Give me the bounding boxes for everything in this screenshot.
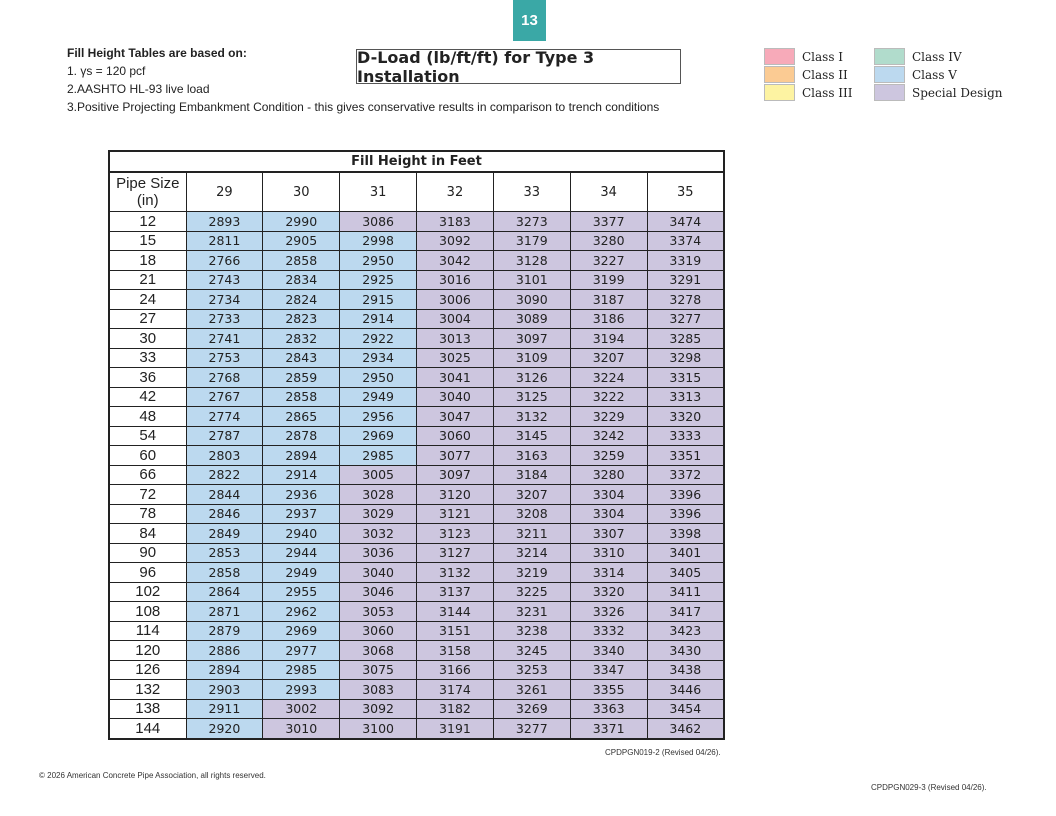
notes-heading: Fill Height Tables are based on: <box>67 46 247 60</box>
d-load-cell: 2914 <box>340 309 417 329</box>
d-load-cell: 3046 <box>340 582 417 602</box>
note-line: 1. γs = 120 pcf <box>67 64 146 78</box>
d-load-cell: 3310 <box>570 543 647 563</box>
d-load-cell: 3374 <box>647 231 724 251</box>
d-load-cell: 2993 <box>263 680 340 700</box>
d-load-cell: 3224 <box>570 368 647 388</box>
d-load-cell: 3182 <box>417 699 494 719</box>
pipe-size-cell: 18 <box>109 251 186 271</box>
d-load-cell: 3109 <box>493 348 570 368</box>
d-load-cell: 3086 <box>340 212 417 232</box>
d-load-cell: 2858 <box>263 251 340 271</box>
table-row <box>109 387 724 407</box>
d-load-cell: 3225 <box>493 582 570 602</box>
fill-height-column-header: 33 <box>493 172 570 212</box>
d-load-cell: 3315 <box>647 368 724 388</box>
d-load-cell: 2768 <box>186 368 263 388</box>
legend-swatch <box>874 84 905 101</box>
d-load-cell: 3238 <box>493 621 570 641</box>
d-load-cell: 2950 <box>340 251 417 271</box>
d-load-cell: 3128 <box>493 251 570 271</box>
table-row <box>109 699 724 719</box>
d-load-cell: 3273 <box>493 212 570 232</box>
table-row <box>109 660 724 680</box>
d-load-cell: 3423 <box>647 621 724 641</box>
table-row <box>109 485 724 505</box>
d-load-cell: 2915 <box>340 290 417 310</box>
d-load-cell: 3092 <box>417 231 494 251</box>
d-load-cell: 3126 <box>493 368 570 388</box>
d-load-cell: 3191 <box>417 719 494 739</box>
d-load-cell: 3326 <box>570 602 647 622</box>
d-load-cell: 2925 <box>340 270 417 290</box>
d-load-cell: 3005 <box>340 465 417 485</box>
pipe-size-cell: 108 <box>109 602 186 622</box>
d-load-cell: 3313 <box>647 387 724 407</box>
legend-label: Class I <box>802 50 844 64</box>
legend-swatch <box>764 84 795 101</box>
d-load-cell: 3242 <box>570 426 647 446</box>
d-load-cell: 3100 <box>340 719 417 739</box>
fill-height-column-header: 35 <box>647 172 724 212</box>
table-row <box>109 563 724 583</box>
d-load-cell: 3277 <box>647 309 724 329</box>
d-load-cell: 3227 <box>570 251 647 271</box>
d-load-cell: 3060 <box>417 426 494 446</box>
fill-height-header: Fill Height in Feet <box>109 151 724 172</box>
table-row <box>109 602 724 622</box>
d-load-cell: 3462 <box>647 719 724 739</box>
d-load-cell: 3029 <box>340 504 417 524</box>
d-load-cell: 3222 <box>570 387 647 407</box>
d-load-cell: 2955 <box>263 582 340 602</box>
fill-height-column-header: 34 <box>570 172 647 212</box>
d-load-cell: 3120 <box>417 485 494 505</box>
d-load-cell: 3179 <box>493 231 570 251</box>
d-load-cell: 3121 <box>417 504 494 524</box>
d-load-cell: 3277 <box>493 719 570 739</box>
d-load-cell: 3090 <box>493 290 570 310</box>
d-load-cell: 2871 <box>186 602 263 622</box>
pipe-size-cell: 66 <box>109 465 186 485</box>
pipe-size-cell: 78 <box>109 504 186 524</box>
d-load-cell: 3396 <box>647 485 724 505</box>
d-load-cell: 3174 <box>417 680 494 700</box>
d-load-cell: 3186 <box>570 309 647 329</box>
table-row <box>109 309 724 329</box>
d-load-cell: 2766 <box>186 251 263 271</box>
d-load-cell: 2846 <box>186 504 263 524</box>
table-title: D-Load (lb/ft/ft) for Type 3 Installation <box>356 49 681 84</box>
d-load-cell: 3396 <box>647 504 724 524</box>
d-load-cell: 3028 <box>340 485 417 505</box>
d-load-cell: 3430 <box>647 641 724 661</box>
d-load-cell: 3151 <box>417 621 494 641</box>
table-row <box>109 348 724 368</box>
note-line: 3.Positive Projecting Embankment Condition - this gives conservative results in comparison to trench conditions <box>67 100 660 114</box>
d-load-cell: 3314 <box>570 563 647 583</box>
d-load-cell: 3060 <box>340 621 417 641</box>
pipe-size-cell: 33 <box>109 348 186 368</box>
d-load-cell: 3199 <box>570 270 647 290</box>
d-load-cell: 2893 <box>186 212 263 232</box>
d-load-cell: 3040 <box>340 563 417 583</box>
d-load-cell: 2937 <box>263 504 340 524</box>
pipe-size-cell: 84 <box>109 524 186 544</box>
d-load-cell: 3083 <box>340 680 417 700</box>
d-load-cell: 3363 <box>570 699 647 719</box>
fill-height-column-header: 30 <box>263 172 340 212</box>
table-row <box>109 504 724 524</box>
d-load-cell: 3013 <box>417 329 494 349</box>
d-load-cell: 3145 <box>493 426 570 446</box>
class-legend <box>764 48 1003 102</box>
d-load-cell: 2741 <box>186 329 263 349</box>
d-load-cell: 3304 <box>570 485 647 505</box>
d-load-cell: 3245 <box>493 641 570 661</box>
legend-label: Special Design <box>912 86 1003 100</box>
d-load-cell: 3259 <box>570 446 647 466</box>
pipe-size-cell: 60 <box>109 446 186 466</box>
page-reference: CPDPGN029-3 (Revised 04/26). <box>871 783 987 792</box>
d-load-cell: 3137 <box>417 582 494 602</box>
table-row <box>109 407 724 427</box>
d-load-cell: 2949 <box>263 563 340 583</box>
d-load-cell: 2767 <box>186 387 263 407</box>
pipe-size-cell: 138 <box>109 699 186 719</box>
pipe-size-header: Pipe Size (in) <box>109 172 186 212</box>
d-load-cell: 3319 <box>647 251 724 271</box>
table-row <box>109 251 724 271</box>
d-load-cell: 2990 <box>263 212 340 232</box>
d-load-cell: 3214 <box>493 543 570 563</box>
d-load-table <box>108 150 725 740</box>
table-row <box>109 524 724 544</box>
d-load-cell: 2914 <box>263 465 340 485</box>
pipe-size-cell: 90 <box>109 543 186 563</box>
fill-height-column-header: 31 <box>340 172 417 212</box>
d-load-cell: 3127 <box>417 543 494 563</box>
d-load-cell: 3132 <box>417 563 494 583</box>
legend-swatch <box>764 66 795 83</box>
pipe-size-cell: 48 <box>109 407 186 427</box>
pipe-size-cell: 24 <box>109 290 186 310</box>
table-row <box>109 680 724 700</box>
note-line: 2.AASHTO HL-93 live load <box>67 82 210 96</box>
d-load-cell: 2934 <box>340 348 417 368</box>
d-load-cell: 2920 <box>186 719 263 739</box>
d-load-cell: 3320 <box>570 582 647 602</box>
d-load-cell: 3144 <box>417 602 494 622</box>
pipe-size-cell: 12 <box>109 212 186 232</box>
d-load-cell: 3371 <box>570 719 647 739</box>
d-load-cell: 3211 <box>493 524 570 544</box>
d-load-cell: 3163 <box>493 446 570 466</box>
d-load-cell: 3372 <box>647 465 724 485</box>
d-load-cell: 3332 <box>570 621 647 641</box>
d-load-cell: 3207 <box>570 348 647 368</box>
d-load-cell: 3002 <box>263 699 340 719</box>
fill-height-column-header: 29 <box>186 172 263 212</box>
d-load-cell: 3333 <box>647 426 724 446</box>
pipe-size-cell: 15 <box>109 231 186 251</box>
fill-height-column-header: 32 <box>417 172 494 212</box>
d-load-cell: 3077 <box>417 446 494 466</box>
table-reference: CPDPGN019-2 (Revised 04/26). <box>605 748 721 757</box>
d-load-cell: 2822 <box>186 465 263 485</box>
d-load-cell: 3405 <box>647 563 724 583</box>
pipe-size-cell: 96 <box>109 563 186 583</box>
d-load-cell: 2940 <box>263 524 340 544</box>
d-load-cell: 3097 <box>417 465 494 485</box>
pipe-size-cell: 102 <box>109 582 186 602</box>
legend-label: Class V <box>912 68 957 82</box>
d-load-cell: 3042 <box>417 251 494 271</box>
table-row <box>109 582 724 602</box>
d-load-cell: 2949 <box>340 387 417 407</box>
d-load-cell: 3261 <box>493 680 570 700</box>
d-load-cell: 3092 <box>340 699 417 719</box>
d-load-cell: 2911 <box>186 699 263 719</box>
d-load-cell: 3047 <box>417 407 494 427</box>
d-load-cell: 3401 <box>647 543 724 563</box>
d-load-cell: 2787 <box>186 426 263 446</box>
d-load-cell: 3278 <box>647 290 724 310</box>
d-load-cell: 2811 <box>186 231 263 251</box>
d-load-cell: 3454 <box>647 699 724 719</box>
d-load-cell: 3285 <box>647 329 724 349</box>
d-load-cell: 2894 <box>186 660 263 680</box>
legend-swatch <box>874 66 905 83</box>
d-load-cell: 2886 <box>186 641 263 661</box>
d-load-cell: 3025 <box>417 348 494 368</box>
table-row <box>109 446 724 466</box>
d-load-cell: 2743 <box>186 270 263 290</box>
d-load-cell: 2832 <box>263 329 340 349</box>
d-load-cell: 3446 <box>647 680 724 700</box>
d-load-cell: 2944 <box>263 543 340 563</box>
pipe-size-cell: 114 <box>109 621 186 641</box>
d-load-cell: 3101 <box>493 270 570 290</box>
d-load-cell: 3377 <box>570 212 647 232</box>
table-row <box>109 329 724 349</box>
pipe-size-cell: 132 <box>109 680 186 700</box>
d-load-cell: 2865 <box>263 407 340 427</box>
pipe-size-cell: 126 <box>109 660 186 680</box>
legend-label: Class II <box>802 68 848 82</box>
pipe-size-cell: 27 <box>109 309 186 329</box>
d-load-cell: 3184 <box>493 465 570 485</box>
table-row <box>109 290 724 310</box>
d-load-cell: 3089 <box>493 309 570 329</box>
table-row <box>109 719 724 739</box>
table-row <box>109 621 724 641</box>
d-load-cell: 3340 <box>570 641 647 661</box>
table-row <box>109 641 724 661</box>
legend-label: Class III <box>802 86 853 100</box>
d-load-cell: 2985 <box>263 660 340 680</box>
d-load-cell: 2950 <box>340 368 417 388</box>
d-load-cell: 3438 <box>647 660 724 680</box>
d-load-cell: 2858 <box>263 387 340 407</box>
d-load-cell: 2879 <box>186 621 263 641</box>
d-load-cell: 3304 <box>570 504 647 524</box>
d-load-cell: 3208 <box>493 504 570 524</box>
d-load-cell: 2753 <box>186 348 263 368</box>
table-row <box>109 231 724 251</box>
d-load-cell: 2894 <box>263 446 340 466</box>
table-row <box>109 426 724 446</box>
pipe-size-cell: 144 <box>109 719 186 739</box>
d-load-cell: 3347 <box>570 660 647 680</box>
pipe-size-cell: 72 <box>109 485 186 505</box>
d-load-cell: 2734 <box>186 290 263 310</box>
d-load-cell: 2843 <box>263 348 340 368</box>
d-load-cell: 3041 <box>417 368 494 388</box>
d-load-cell: 3307 <box>570 524 647 544</box>
d-load-cell: 2858 <box>186 563 263 583</box>
d-load-cell: 3032 <box>340 524 417 544</box>
d-load-cell: 3398 <box>647 524 724 544</box>
d-load-cell: 3253 <box>493 660 570 680</box>
d-load-cell: 3075 <box>340 660 417 680</box>
d-load-cell: 3269 <box>493 699 570 719</box>
d-load-cell: 3351 <box>647 446 724 466</box>
d-load-cell: 2844 <box>186 485 263 505</box>
d-load-cell: 3068 <box>340 641 417 661</box>
d-load-cell: 2824 <box>263 290 340 310</box>
d-load-cell: 2864 <box>186 582 263 602</box>
pipe-size-cell: 30 <box>109 329 186 349</box>
d-load-cell: 3231 <box>493 602 570 622</box>
d-load-cell: 3207 <box>493 485 570 505</box>
d-load-cell: 2834 <box>263 270 340 290</box>
d-load-cell: 3280 <box>570 231 647 251</box>
table-row <box>109 368 724 388</box>
d-load-cell: 3280 <box>570 465 647 485</box>
d-load-cell: 3411 <box>647 582 724 602</box>
d-load-cell: 3183 <box>417 212 494 232</box>
legend-swatch <box>764 48 795 65</box>
d-load-cell: 3125 <box>493 387 570 407</box>
d-load-cell: 3097 <box>493 329 570 349</box>
d-load-cell: 3298 <box>647 348 724 368</box>
table-row <box>109 212 724 232</box>
d-load-cell: 2962 <box>263 602 340 622</box>
d-load-cell: 2985 <box>340 446 417 466</box>
d-load-cell: 3010 <box>263 719 340 739</box>
d-load-cell: 3166 <box>417 660 494 680</box>
d-load-cell: 3132 <box>493 407 570 427</box>
d-load-cell: 3355 <box>570 680 647 700</box>
d-load-cell: 3187 <box>570 290 647 310</box>
d-load-cell: 3123 <box>417 524 494 544</box>
d-load-cell: 2977 <box>263 641 340 661</box>
table-row <box>109 543 724 563</box>
pipe-size-cell: 54 <box>109 426 186 446</box>
table-row <box>109 270 724 290</box>
d-load-cell: 3320 <box>647 407 724 427</box>
d-load-cell: 2956 <box>340 407 417 427</box>
legend-label: Class IV <box>912 50 962 64</box>
d-load-cell: 2969 <box>340 426 417 446</box>
d-load-cell: 2969 <box>263 621 340 641</box>
d-load-cell: 3291 <box>647 270 724 290</box>
d-load-cell: 2803 <box>186 446 263 466</box>
d-load-cell: 2849 <box>186 524 263 544</box>
d-load-cell: 3036 <box>340 543 417 563</box>
d-load-cell: 3229 <box>570 407 647 427</box>
d-load-cell: 2859 <box>263 368 340 388</box>
d-load-cell: 3053 <box>340 602 417 622</box>
d-load-cell: 2878 <box>263 426 340 446</box>
copyright-notice: © 2026 American Concrete Pipe Association, all rights reserved. <box>39 771 266 780</box>
d-load-cell: 2853 <box>186 543 263 563</box>
d-load-cell: 3474 <box>647 212 724 232</box>
d-load-cell: 3006 <box>417 290 494 310</box>
d-load-cell: 2774 <box>186 407 263 427</box>
d-load-cell: 2823 <box>263 309 340 329</box>
legend-swatch <box>874 48 905 65</box>
d-load-cell: 2922 <box>340 329 417 349</box>
d-load-cell: 2733 <box>186 309 263 329</box>
pipe-size-cell: 120 <box>109 641 186 661</box>
d-load-cell: 2998 <box>340 231 417 251</box>
pipe-size-cell: 36 <box>109 368 186 388</box>
d-load-cell: 2905 <box>263 231 340 251</box>
d-load-cell: 3016 <box>417 270 494 290</box>
pipe-size-cell: 21 <box>109 270 186 290</box>
d-load-cell: 3040 <box>417 387 494 407</box>
d-load-cell: 3417 <box>647 602 724 622</box>
d-load-cell: 2936 <box>263 485 340 505</box>
d-load-cell: 3194 <box>570 329 647 349</box>
d-load-cell: 3158 <box>417 641 494 661</box>
pipe-size-cell: 42 <box>109 387 186 407</box>
d-load-cell: 3004 <box>417 309 494 329</box>
d-load-cell: 2903 <box>186 680 263 700</box>
table-row <box>109 465 724 485</box>
page-number-badge: 13 <box>513 0 546 41</box>
d-load-cell: 3219 <box>493 563 570 583</box>
